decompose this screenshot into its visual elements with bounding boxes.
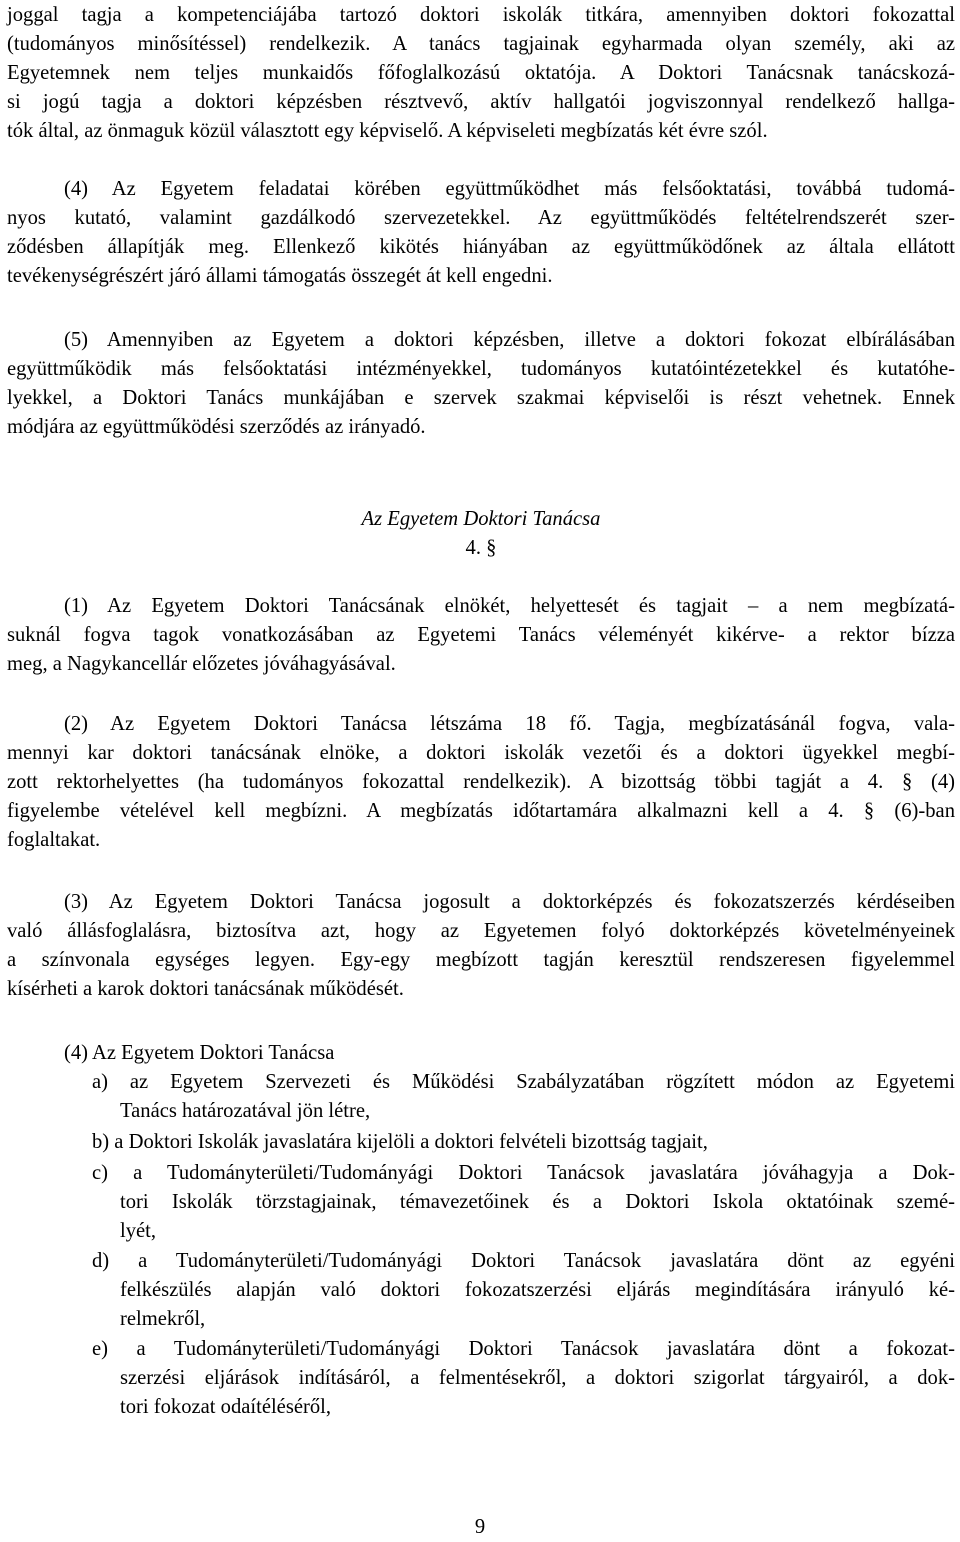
text-line: figyelembe vételével kell megbízni. A megbízatás időtartamára alkalmazni kell a 4. § (6)-ban bbox=[7, 800, 955, 822]
text-line: (1) Az Egyetem Doktori Tanácsának elnökét, helyettesét és tagjait – a nem megbízatá- bbox=[64, 595, 955, 617]
list-item-line: d) a Tudományterületi/Tudományági Doktori Tanácsok javaslatára dönt az egyéni bbox=[92, 1250, 955, 1272]
text-line: joggal tagja a kompetenciájába tartozó doktori iskolák titkára, amennyiben doktori fokozattal bbox=[7, 4, 955, 26]
text-line: (5) Amennyiben az Egyetem a doktori képzésben, illetve a doktori fokozat elbírálásában bbox=[64, 329, 955, 351]
list-item-line: e) a Tudományterületi/Tudományági Doktori Tanácsok javaslatára dönt a fokozat- bbox=[92, 1338, 955, 1360]
text-line: lyekkel, a Doktori Tanács munkájában e szervek szakmai képviselői is részt vehetnek. Ennek bbox=[7, 387, 955, 409]
text-line: való állásfoglalásra, biztosítva azt, hogy az Egyetemen folyó doktorképzés követelményeinek bbox=[7, 920, 955, 942]
text-line: ződésben állapítják meg. Ellenkező kikötés hiányában az együttműködőnek az általa ellátott bbox=[7, 236, 955, 258]
list-item-line: c) a Tudományterületi/Tudományági Doktori Tanácsok javaslatára jóváhagyja a Dok- bbox=[92, 1162, 955, 1184]
text-line: Egyetemnek nem teljes munkaidős főfoglalkozású oktatója. A Doktori Tanácsnak tanácskozá- bbox=[7, 62, 955, 84]
text-line: nyos kutató, valamint gazdálkodó szervezetekkel. Az együttműködés feltételrendszerét szer- bbox=[7, 207, 955, 229]
text-line: módjára az együttműködési szerződés az irányadó. bbox=[7, 416, 426, 438]
list-item-line: a) az Egyetem Szervezeti és Működési Szabályzatában rögzített módon az Egyetemi bbox=[92, 1071, 955, 1093]
text-line: (3) Az Egyetem Doktori Tanácsa jogosult a doktorképzés és fokozatszerzés kérdéseiben bbox=[64, 891, 955, 913]
text-line: foglaltakat. bbox=[7, 829, 101, 851]
list-item-line: szerzési eljárások indításáról, a felmentésekről, a doktori szigorlat tárgyairól, a dok- bbox=[120, 1367, 955, 1389]
section-number: 4. § bbox=[465, 537, 497, 559]
list-item-line: felkészülés alapján való doktori fokozatszerzési eljárás megindítására irányuló ké- bbox=[120, 1279, 955, 1301]
text-line: (4) Az Egyetem feladatai körében együttműködhet más felsőoktatási, továbbá tudomá- bbox=[64, 178, 955, 200]
text-line: (2) Az Egyetem Doktori Tanácsa létszáma 18 fő. Tagja, megbízatásánál fogva, vala- bbox=[64, 713, 955, 735]
list-item-line: Tanács határozatával jön létre, bbox=[120, 1100, 371, 1122]
list-item-line: lyét, bbox=[120, 1220, 157, 1242]
text-line: si jogú tagja a doktori képzésben résztvevő, aktív hallgatói jogviszonnyal rendelkező hallga- bbox=[7, 91, 955, 113]
text-line: suknál fogva tagok vonatkozásában az Egyetemi Tanács véleményét kikérve- a rektor bízza bbox=[7, 624, 955, 646]
list-item-line: tori Iskolák törzstagjainak, témavezetőinek és a Doktori Iskola oktatóinak szemé- bbox=[120, 1191, 955, 1213]
list-intro: (4) Az Egyetem Doktori Tanácsa bbox=[64, 1042, 335, 1064]
text-line: zott rektorhelyettes (ha tudományos fokozattal rendelkezik). A bizottság többi tagját a 4. § (4) bbox=[7, 771, 955, 793]
page-number: 9 bbox=[474, 1516, 486, 1538]
text-line: tók által, az önmaguk közül választott egy képviselő. A képviseleti megbízatás két évre szól. bbox=[7, 120, 768, 142]
section-heading: Az Egyetem Doktori Tanácsa bbox=[361, 508, 601, 530]
text-line: meg, a Nagykancellár előzetes jóváhagyásával. bbox=[7, 653, 396, 675]
list-item-line: tori fokozat odaítéléséről, bbox=[120, 1396, 332, 1418]
text-line: (tudományos minősítéssel) rendelkezik. A tanács tagjainak egyharmada olyan személy, aki az bbox=[7, 33, 955, 55]
list-item-line: relmekről, bbox=[120, 1308, 206, 1330]
list-item-line: b) a Doktori Iskolák javaslatára kijelöli a doktori felvételi bizottság tagjait, bbox=[92, 1131, 708, 1153]
text-line: kísérheti a karok doktori tanácsának működését. bbox=[7, 978, 404, 1000]
text-line: a színvonala egységes legyen. Egy-egy megbízott tagján keresztül rendszeresen figyelemmel bbox=[7, 949, 955, 971]
text-line: mennyi kar doktori tanácsának elnöke, a doktori iskolák vezetői és a doktori ügyekkel megbí- bbox=[7, 742, 955, 764]
text-line: tevékenységrészért járó állami támogatás összegét át kell engedni. bbox=[7, 265, 553, 287]
text-line: együttműködik más felsőoktatási intézményekkel, tudományos kutatóintézetekkel és kutatóhe- bbox=[7, 358, 955, 380]
